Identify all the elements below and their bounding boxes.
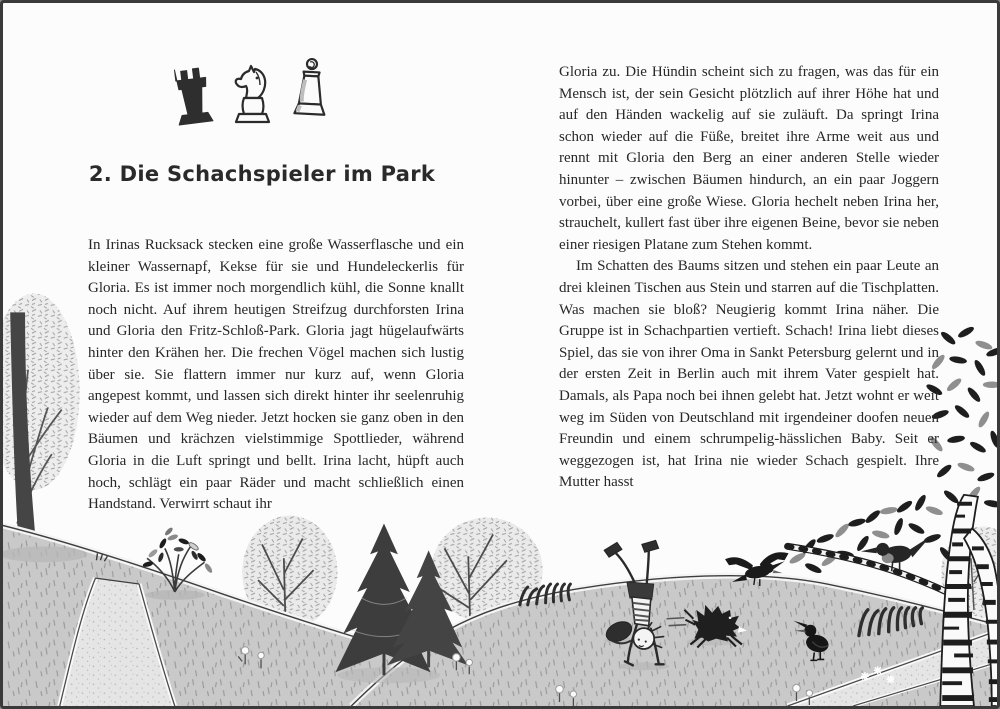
left-page-paragraph: In Irinas Rucksack stecken eine große Wasserflasche und ein kleiner Wassernapf, Kekse für sie und Hundeleckerlis für Gloria. Es ist immer noch morgendlich kühl, die Sonne knallt noch nicht. Auf ihrem heutigen Streifzug durchforsten Irina und Gloria den Fritz-Schloß-Park. Gloria jagt hügelaufwärts hinter den Krähen her. Die frechen Vögel machen sich lustig über sie. Sie flattern immer nur kurz auf, wenn Gloria angepest kommt, und lassen sich direkt hinter ihr seelenruhig wieder auf dem Weg nieder. Jetzt hocken sie ganz oben in den Bäumen und krächzen vielstimmige Spottlieder, während Gloria in die Luft springt und bellt. Irina lacht, hüpft auch hoch, schlägt ein paar Räder und macht schließlich einen Handstand. Verwirrt schaut ihr <box>88 237 464 513</box>
knight-icon <box>236 66 269 122</box>
right-page-paragraph-2: Im Schatten des Baums sitzen und stehen ein paar Leute an drei kleinen Tischen aus Stein und starren auf die Tischplatten. Was machen sie bloß? Neugierig kommt Irina näher. Die Gruppe ist in Schachpartien vertieft. Schach! Irina liebt dieses Spiel, das sie von ihrer Oma in Sankt Petersburg gelernt und in der ersten Zeit in Berlin auch mit ihrem Vater gespielt hat. Damals, als Papa noch bei ihnen gelebt hat. Jetzt wohnt er weit weg im Süden von Deutschland mit irgendeiner doofen neuen Freundin und einem schrumpelig-hässlichen Baby. Seit er weggezogen ist, hat Irina nie wieder Schach gespielt. Ihre Mutter hasst <box>559 258 939 491</box>
chapter-title: 2. Die Schachspieler im Park <box>88 162 436 186</box>
chapter-ornament <box>66 58 442 146</box>
right-page-paragraph-1: Gloria zu. Die Hündin scheint sich zu fragen, was das für ein Mensch ist, der sein Gesicht plötzlich auf ihrer Höhe hat und auf den Händen wackelig auf sie zuläuft. Da springt Irina schon wieder auf die Füße, breitet ihre Arme weit aus und rennt mit Gloria den Berg an einer anderen Stelle wieder hinunter – zwischen Bäumen hindurch, an ein paar Joggern vorbei, über eine große Wiese. Gloria hechelt neben Irina her, strauchelt, kullert fast über ihre eigenen Beine, bevor sie neben einer riesigen Platane zum Stehen kommt. <box>559 64 939 253</box>
left-page <box>88 58 464 516</box>
tree-left <box>3 294 80 555</box>
right-page <box>559 62 939 494</box>
rook-icon <box>172 66 212 125</box>
bishop-icon <box>294 58 327 114</box>
